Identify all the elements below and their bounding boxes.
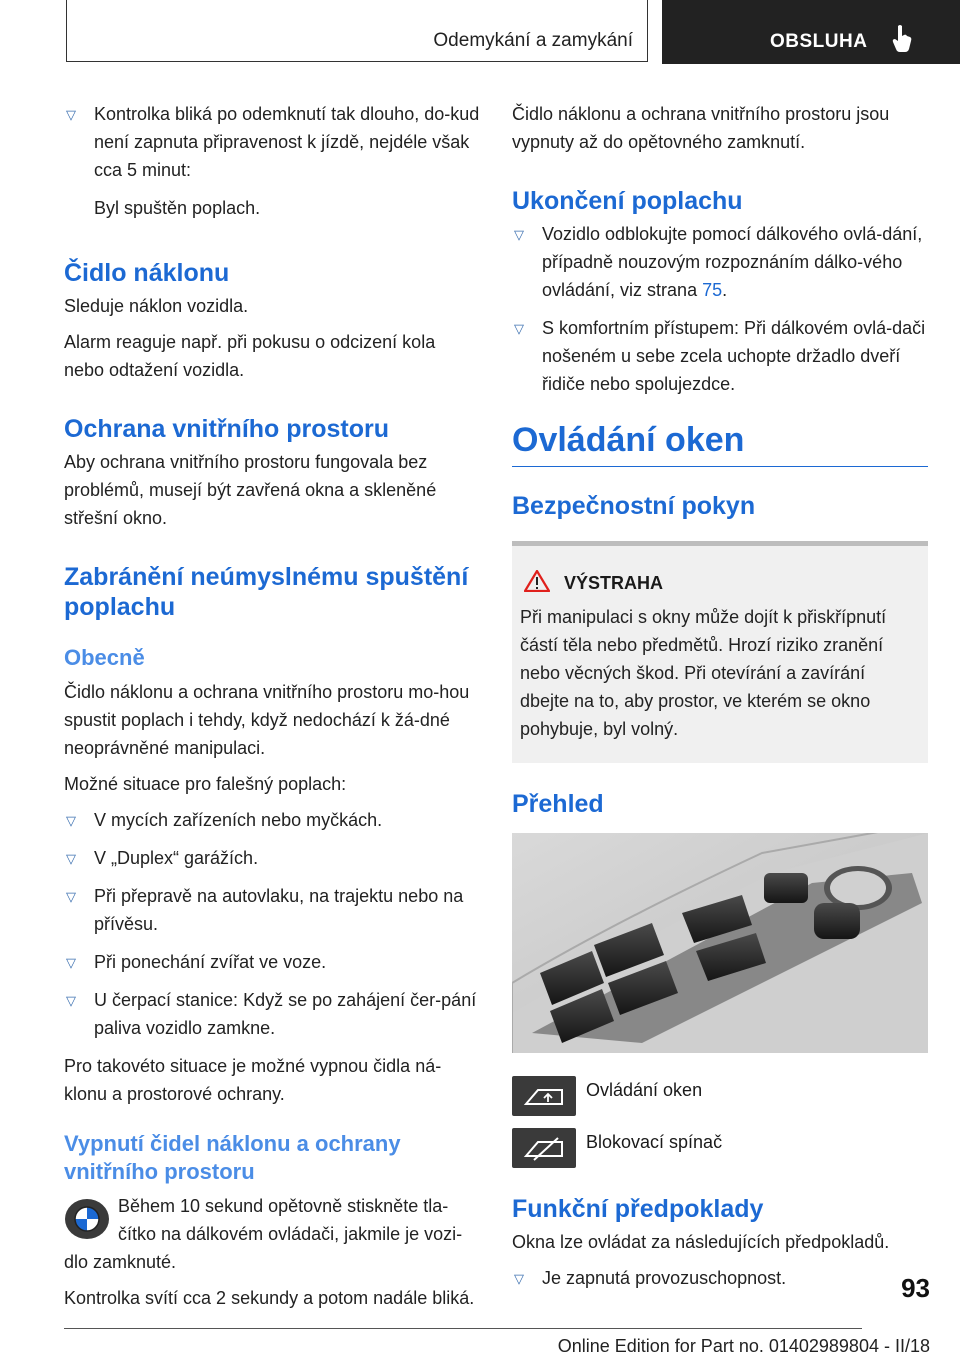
heading-safety-note: Bezpečnostní pokyn [512, 492, 756, 520]
bullet-triangle-icon: ▽ [66, 851, 76, 866]
paragraph: Možné situace pro falešný poplach: [64, 774, 347, 794]
footer-edition: Online Edition for Part no. 01402989804 - II/18 [557, 1336, 930, 1356]
heading-disable-sensors: Vypnutí čidel náklonu a ochrany vnitřního prostoru [64, 1131, 401, 1184]
list-item: ▽ Je zapnutá provozuschopnost. [512, 1264, 928, 1292]
lock-switch-icon [512, 1128, 576, 1168]
list-item: ▽ V „Duplex“ garážích. [64, 844, 480, 872]
heading-general: Obecně [64, 645, 145, 670]
heading-overview: Přehled [512, 790, 604, 818]
paragraph-with-key-icon: Během 10 sekund opětovně stiskněte tla-čítko na dálkovém ovládači, jakmile je vozi-dlo zamknuté. [64, 1196, 463, 1272]
list-item: ▽ Při ponechání zvířat ve voze. [64, 948, 480, 976]
header-section-box [66, 0, 648, 62]
bullet-triangle-icon: ▽ [514, 227, 524, 242]
warning-triangle-icon [524, 570, 550, 592]
bullet-triangle-icon: ▽ [66, 955, 76, 970]
window-switch-photo [512, 833, 928, 1053]
header-section-title: Odemykání a zamykání [433, 30, 633, 51]
right-column [512, 100, 928, 1302]
paragraph: Pro takovéto situace je možné vypnou čidla ná-klonu a prostorové ochrany. [64, 1056, 442, 1104]
list-item: ▽ Při přepravě na autovlaku, na trajektu nebo na přívěsu. [64, 882, 480, 938]
legend-item-lock-switch: Blokovací spínač [512, 1128, 928, 1168]
paragraph: Alarm reaguje např. při pokusu o odcizení kola nebo odtažení vozidla. [64, 332, 436, 380]
bullet-triangle-icon: ▽ [66, 993, 76, 1008]
list-item: ▽ V mycích zařízeních nebo myčkách. [64, 806, 480, 834]
left-column [64, 100, 480, 1320]
page-number: 93 [901, 1273, 930, 1303]
heading-window-control: Ovládání oken [512, 420, 928, 467]
list-item: ▽ Vozidlo odblokujte pomocí dálkového ovlá-dání, případně nouzovým rozpoznáním dálko-vého ovládání, viz strana 75. [512, 220, 928, 304]
bullet-triangle-icon: ▽ [66, 107, 76, 122]
heading-prevent-alarm: Zabránění neúmyslnému spuštění poplachu [64, 563, 469, 621]
hand-pointer-icon [892, 24, 912, 52]
heading-end-alarm: Ukončení poplachu [512, 187, 743, 215]
bullet-triangle-icon: ▽ [514, 1271, 524, 1286]
paragraph: Čidlo náklonu a ochrana vnitřního prostoru jsou vypnuty až do opětovného zamknutí. [512, 104, 890, 152]
paragraph: Čidlo náklonu a ochrana vnitřního prostoru mo-hou spustit poplach i tehdy, když nedochází k žá-dné neoprávněné manipulaci. [64, 682, 470, 758]
bullet-triangle-icon: ▽ [66, 889, 76, 904]
header-tab-label: OBSLUHA [770, 31, 868, 52]
warning-text: Při manipulaci s okny může dojít k přiskřípnutí částí těla nebo předmětů. Hrozí riziko zranění nebo věcných škod. Při otevírání a zavírání dbejte na to, aby prostor, ve kterém se okno pohybuje, byl volný. [520, 607, 887, 739]
page-link[interactable]: 75 [702, 280, 723, 300]
heading-prerequisites: Funkční předpoklady [512, 1195, 764, 1223]
window-control-icon [512, 1076, 576, 1116]
paragraph: Sleduje náklon vozidla. [64, 296, 249, 316]
bullet-triangle-icon: ▽ [514, 321, 524, 336]
footer-rule [64, 1328, 862, 1329]
list-item: ▽ S komfortním přístupem: Při dálkovém ovlá-dači nošeném u sebe zcela uchopte držadlo dveří řidiče nebo spolujezdce. [512, 314, 928, 398]
remote-key-lock-icon [64, 1196, 110, 1242]
list-item: ▽ Kontrolka bliká po odemknutí tak dlouho, do-kud není zapnuta připravenost k jízdě, nejdéle však cca 5 minut: [64, 100, 480, 184]
bullet-subtext: Byl spuštěn poplach. [94, 198, 261, 218]
heading-interior-protection: Ochrana vnitřního prostoru [64, 415, 390, 443]
paragraph: Okna lze ovládat za následujících předpokladů. [512, 1232, 890, 1252]
list-item: ▽ U čerpací stanice: Když se po zahájení čer-pání paliva vozidlo zamkne. [64, 986, 480, 1042]
paragraph: Aby ochrana vnitřního prostoru fungovala bez problémů, musejí být zavřená okna a skleněné střešní okno. [64, 452, 437, 528]
heading-tilt-sensor: Čidlo náklonu [64, 259, 230, 287]
bullet-triangle-icon: ▽ [66, 813, 76, 828]
warning-box [512, 541, 928, 763]
legend-item-window-control: Ovládání oken [512, 1076, 928, 1116]
paragraph: Kontrolka svítí cca 2 sekundy a potom nadále bliká. [64, 1288, 475, 1308]
header-tab [662, 0, 960, 64]
warning-heading: VÝSTRAHA [520, 570, 918, 595]
